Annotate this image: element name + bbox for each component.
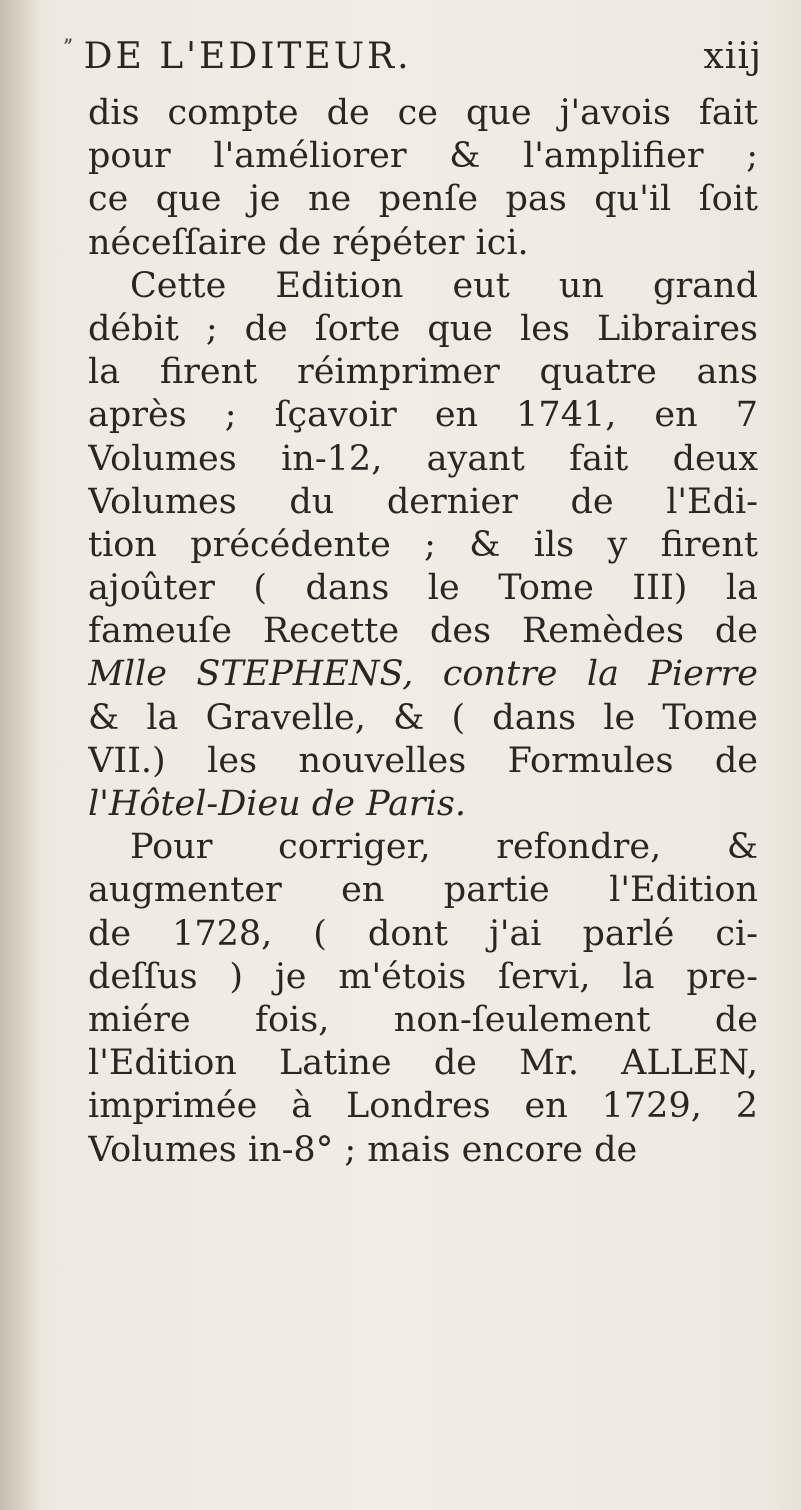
text-line: tion précédente ; & ils y firent: [88, 524, 758, 565]
printer-mark: ˮ: [62, 36, 76, 61]
text-line: Mlle STEPHENS, contre la Pierre: [88, 654, 758, 695]
page-number: xiij: [703, 36, 762, 77]
text-line: augmenter en partie l'Edition: [88, 870, 758, 911]
text-line: ce que je ne penſe pas qu'il ſoit: [88, 179, 758, 220]
text-line: l'Edition Latine de Mr. ALLEN,: [88, 1043, 758, 1084]
text-line: de 1728, ( dont j'ai parlé ci-: [88, 913, 758, 954]
body-text: [88, 92, 758, 1172]
text-line: néceſſaire de répéter ici.: [88, 222, 529, 263]
text-line: Volumes du dernier de l'Edi-: [88, 481, 758, 522]
text-line: VII.) les nouvelles Formules de: [88, 740, 758, 781]
text-line: pour l'améliorer & l'amplifier ;: [88, 136, 758, 177]
text-line: débit ; de ſorte que les Libraires: [88, 308, 758, 349]
running-head: [62, 36, 762, 86]
text-line: Pour corriger, refondre, &: [130, 827, 758, 868]
text-line: l'Hôtel-Dieu de Paris.: [88, 784, 466, 824]
text-line: Volumes in-8° ; mais encore de: [88, 1129, 638, 1170]
text-line: la firent réimprimer quatre ans: [88, 352, 758, 393]
text-line: Volumes in-12, ayant fait deux: [88, 438, 758, 479]
text-line: ajoûter ( dans le Tome III) la: [88, 568, 758, 609]
text-line: miére fois, non-ſeulement de: [88, 999, 758, 1040]
text-line: dis compte de ce que j'avois fait: [88, 93, 758, 133]
page-gutter-shadow: [0, 0, 40, 1510]
text-line: deſſus ) je m'étois ſervi, la pre-: [88, 956, 758, 997]
text-line: après ; ſçavoir en 1741, en 7: [88, 395, 758, 436]
text-line: Cette Edition eut un grand: [130, 265, 758, 306]
text-line: imprimée à Londres en 1729, 2: [88, 1086, 758, 1127]
running-title: DE L'EDITEUR.: [83, 36, 412, 77]
text-line: & la Gravelle, & ( dans le Tome: [88, 697, 758, 738]
text-line: fameuſe Recette des Remèdes de: [88, 611, 758, 652]
